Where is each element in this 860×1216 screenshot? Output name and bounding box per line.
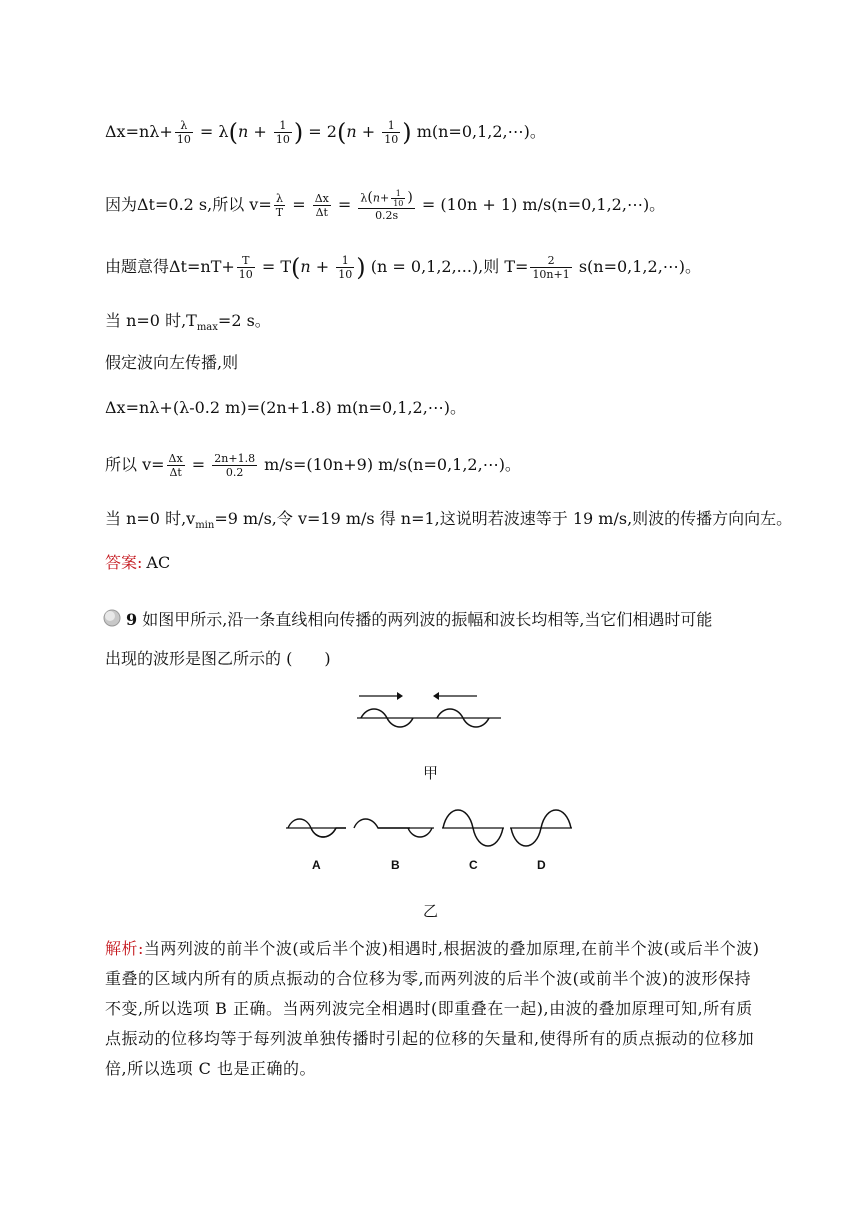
fraction-denominator: 10	[384, 133, 399, 146]
answer-value: AC	[146, 553, 171, 572]
text-line-5: 假定波向左传播,则	[105, 353, 239, 372]
option-label-a: A	[312, 858, 321, 872]
eq3-part4: s(n=0,1,2,⋯)。	[573, 257, 702, 276]
eq8-part2: =9 m/s,令 v=19 m/s 得 n=1,这说明若波速等于 19 m/s,则波的传播方向向左。	[214, 509, 793, 528]
eq2-part1: 因为Δt=0.2 s,所以 v=	[105, 195, 272, 214]
fraction	[212, 452, 257, 479]
option-c-wave	[442, 810, 504, 846]
eq4-part2: =2 s。	[217, 311, 271, 330]
fraction-denominator: 0.2	[225, 466, 244, 479]
fraction-denominator: Δt	[169, 466, 182, 479]
question-line-2: 出现的波形是图乙所示的 ( )	[105, 649, 331, 668]
eq1-part3: = 2	[303, 122, 337, 141]
wave-figure-yi	[282, 800, 578, 860]
eq1-part4: m(n=0,1,2,⋯)。	[411, 122, 546, 141]
eq3-part3: (n = 0,1,2,...),则 T=	[365, 257, 529, 276]
fraction	[382, 119, 400, 146]
eq7-part2: =	[186, 455, 211, 474]
fraction	[237, 254, 255, 281]
option-b-wave	[354, 819, 434, 837]
eq3-part2: = T	[256, 257, 292, 276]
eq8-subscript: min	[195, 520, 215, 532]
fraction	[274, 119, 292, 146]
question-line-1	[126, 609, 712, 631]
eq7-part1: 所以 v=	[105, 455, 165, 474]
fraction	[313, 192, 331, 219]
equation-line-1: Δx=nλ+ $\frac{\lambda}{10}$ = λ(n + $\frac{1}{10}$ ) = 2(n + $\frac{1}{10}$ ) m(n=0,1,2,⋯)。	[105, 118, 546, 147]
fraction-numerator: Δx	[168, 452, 183, 465]
figure-caption-jia: 甲	[423, 764, 439, 782]
equation-line-8	[105, 508, 792, 537]
equation-line-4	[105, 310, 271, 339]
question-icon	[103, 609, 121, 627]
fraction-denominator: 0.2s	[375, 209, 399, 222]
fraction-denominator: 10	[238, 268, 253, 281]
question-number: 9	[126, 610, 138, 629]
eq7-part3: m/s=(10n+9) m/s(n=0,1,2,⋯)。	[259, 455, 521, 474]
fraction-numerator: 1	[274, 119, 292, 133]
fraction-numerator: 2	[530, 254, 571, 268]
eq2-part4: = (10n + 1) m/s(n=0,1,2,⋯)。	[416, 195, 666, 214]
fraction-numerator: Δx	[314, 192, 329, 205]
wave-figure-jia	[355, 688, 505, 738]
eq4-subscript: max	[196, 322, 218, 334]
equation-line-7	[105, 452, 521, 479]
eq1-part1: Δx=nλ+	[105, 122, 173, 141]
option-label-c: C	[469, 858, 478, 872]
question-text-1: 如图甲所示,沿一条直线相向传播的两列波的振幅和波长均相等,当它们相遇时可能	[137, 610, 713, 629]
option-d-wave	[510, 810, 572, 846]
fraction	[175, 119, 193, 146]
fraction-numerator: 2n+1.8	[214, 452, 256, 465]
fraction-numerator: T	[237, 254, 255, 268]
fraction-denominator: 10	[338, 268, 353, 281]
equation-line-3: 由题意得Δt=nT+ $\frac{T}{10}$ = T(n + $\frac{1}{10}$ ) (n = 0,1,2,...),则 T= $\frac{2}{10n+1}$ s(n=0,1,2,⋯)。	[105, 253, 702, 282]
fraction	[167, 452, 185, 479]
figure-caption-yi: 乙	[423, 902, 439, 920]
option-a-wave	[286, 819, 346, 837]
eq3-part1: 由题意得Δt=nT+	[105, 257, 235, 276]
equation-line-2	[105, 189, 665, 222]
fraction-numerator: 1	[336, 254, 354, 268]
fraction-numerator: λ	[274, 192, 285, 206]
eq8-part1: 当 n=0 时,v	[105, 509, 196, 528]
eq2-part2: =	[287, 195, 311, 214]
fraction-denominator: 10n+1	[532, 268, 570, 281]
equation-line-6: Δx=nλ+(λ-0.2 m)=(2n+1.8) m(n=0,1,2,⋯)。	[105, 398, 467, 417]
fraction-denominator: T	[275, 206, 284, 219]
eq1-part2: = λ	[194, 122, 229, 141]
eq4-part1: 当 n=0 时,T	[105, 311, 197, 330]
answer-line	[105, 552, 170, 574]
fraction-numerator: 1	[382, 119, 400, 133]
fraction-numerator: λ(n+ $\frac{1}{10}$ )	[360, 189, 413, 208]
fraction	[336, 254, 354, 281]
fraction	[274, 192, 285, 219]
fraction	[358, 189, 414, 222]
fraction-denominator: Δt	[315, 206, 328, 219]
answer-label: 答案:	[105, 553, 143, 572]
option-label-d: D	[537, 858, 546, 872]
analysis-label: 解析:	[105, 939, 144, 958]
fraction-denominator: 10	[275, 133, 290, 146]
eq2-part3: =	[332, 195, 357, 214]
analysis-paragraph	[105, 934, 765, 1084]
analysis-text: 当两列波的前半个波(或后半个波)相遇时,根据波的叠加原理,在前半个波(或后半个波)重叠的区域内所有的质点振动的合位移为零,而两列波的后半个波(或前半个波)的波形保持不变,所以选项 B 正确。当两列波完全相遇时(即重叠在一起),由波的叠加原理可知,所有质点振动的位移均等于每列波单独传播时引起的位移的矢量和,使得所有的质点振动的位移加倍,所以选项 C 也是正确的。	[105, 939, 760, 1078]
fraction	[530, 254, 571, 281]
option-label-b: B	[391, 858, 400, 872]
fraction-numerator: λ	[175, 119, 193, 133]
fraction-denominator: 10	[176, 133, 191, 146]
